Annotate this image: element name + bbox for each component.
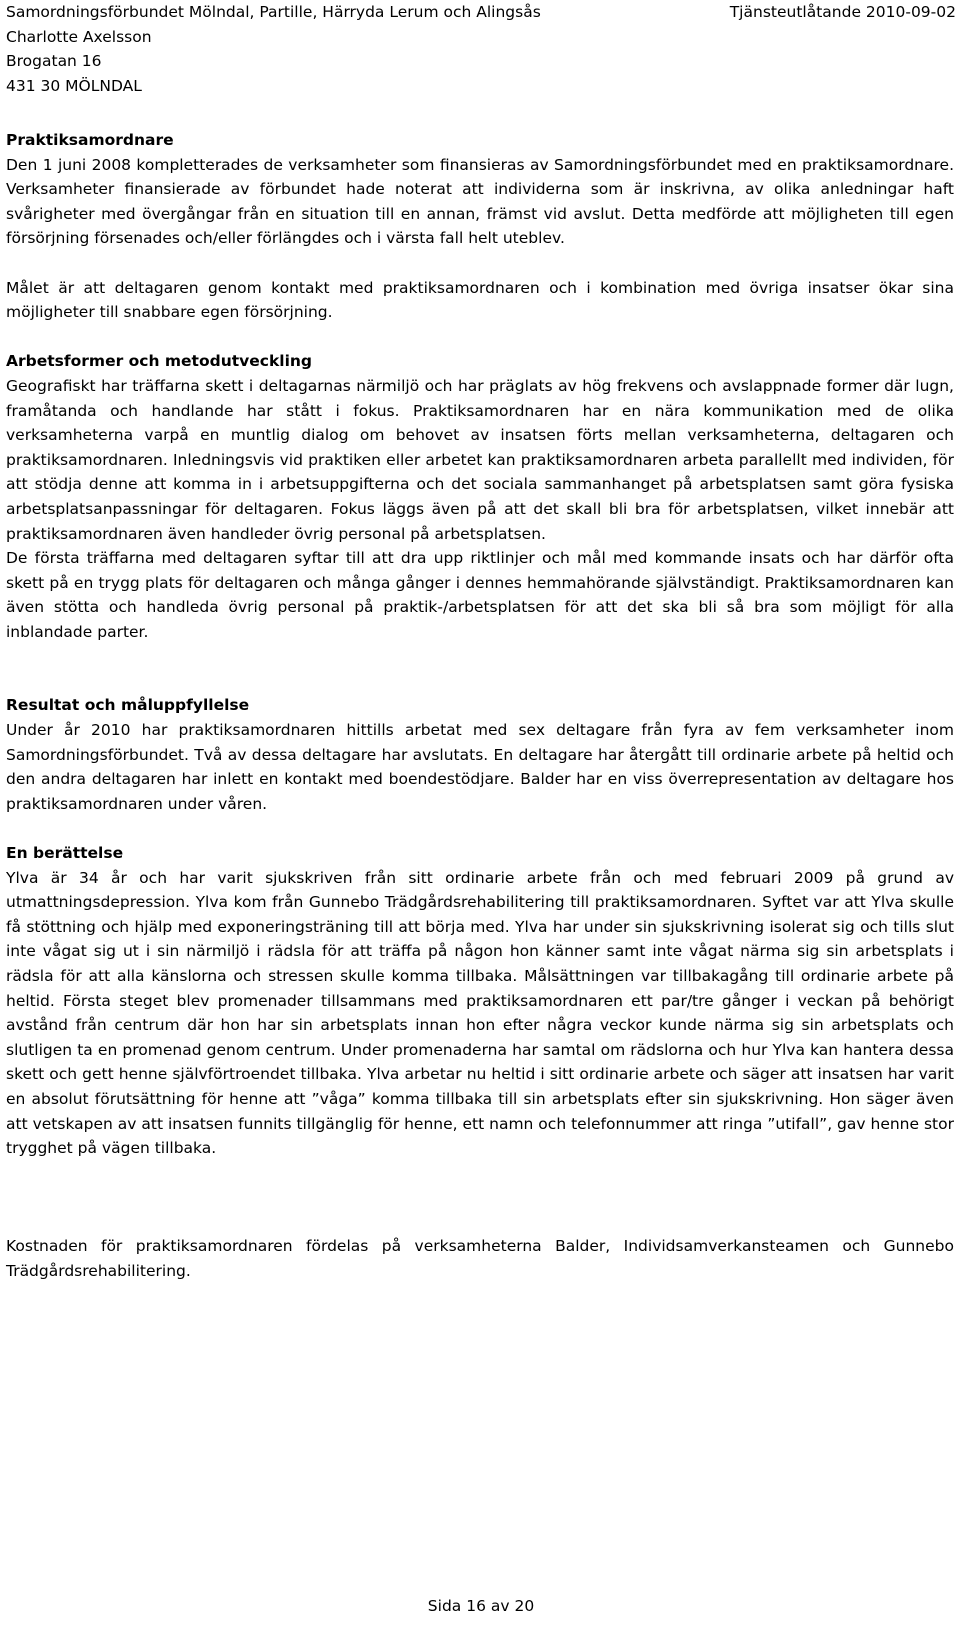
page-number: Sida 16 av 20	[427, 1597, 535, 1615]
postal-address: 431 30 MÖLNDAL	[6, 76, 142, 95]
paragraph-kostnad: Kostnaden för praktiksamordnaren fördelas på verksamheterna Balder, Individsamverkansteamen och Gunnebo Trädgårdsrehabilitering.	[6, 1237, 954, 1280]
organization-name: Samordningsförbundet Mölndal, Partille, Härryda Lerum och Alingsås	[6, 3, 541, 21]
document-type-date: Tjänsteutlåtande 2010-09-02	[729, 3, 956, 21]
section-title-resultat: Resultat och måluppfyllelse	[6, 696, 250, 715]
letterhead	[6, 0, 956, 98]
contact-name: Charlotte Axelsson	[6, 27, 152, 46]
section-title-arbetsformer: Arbetsformer och metodutveckling	[6, 352, 313, 371]
letterhead-top-row	[6, 0, 956, 25]
section-title-berattelse: En berättelse	[6, 844, 124, 863]
paragraph-praktik-goal: Målet är att deltagaren genom kontakt med praktiksamordnaren och i kombination med övriga insatser ökar sina möjligheter till snabbare egen försörjning.	[6, 278, 954, 322]
document-body	[6, 128, 954, 1284]
paragraph-berattelse: Ylva är 34 år och har varit sjukskriven från sitt ordinarie arbete från och med februari 2009 på grund av utmattningsdepression. Ylva kom från Gunnebo Trädgårdsrehabilitering till praktiksamordnaren. Syftet var att Ylva skulle få stöttning och hjälp med exponeringsträning till att börja med. Ylva har under sin sjukskrivning isolerat sig och tills slut inte vågat sig ut i sin närmiljö i rädsla för att träffa på någon hon känner samt inte vågat närma sig sin arbetsplats i rädsla för att alla känslorna och stressen skulle komma tillbaka. Målsättningen var tillbakagång till ordinarie arbete på heltid. Första steget blev promenader tillsammans med praktiksamordnaren ett par/tre gånger i veckan på behörigt avstånd från centrum där hon har sin arbetsplats innan hon efter några veckor kunde närma sig sin arbetsplats och slutligen ta en promenad genom centrum. Under promenaderna har samtal om rädslorna och hur Ylva kan hantera dessa skett och gett henne självförtroendet tillbaka. Ylva arbetar nu heltid i sitt ordinarie arbete och säger att insatsen har varit en absolut förutsättning för henne att ”våga” komma tillbaka till sin arbetsplats efter sin sjukskrivning. Hon säger även att vetskapen av att insatsen funnits tillgänglig för henne, ett namn och telefonnummer att ringa ”utifall”, gav henne stor trygghet på vägen tillbaka.	[6, 868, 954, 1158]
paragraph-arbetsformer-2: De första träffarna med deltagaren syftar till att dra upp riktlinjer och mål med kommande insats och har därför ofta skett på en trygg plats för deltagaren och många gånger i dennes hemmahörande självständigt. Praktiksamordnaren kan även stötta och handleda övrig personal på praktik-/arbetsplatsen för att det ska bli så bra som möjligt för alla inblandade parter.	[6, 549, 954, 641]
section-title-praktiksamordnare: Praktiksamordnare	[6, 131, 174, 149]
paragraph-resultat: Under år 2010 har praktiksamordnaren hittills arbetat med sex deltagare från fyra av fem verksamheter inom Samordningsförbundet. Två av dessa deltagare har avslutats. En deltagare har återgått till ordinarie arbete på heltid och den andra deltagaren har inlett en kontakt med boendestödjare. Balder har en viss överrepresentation av deltagare hos praktiksamordnaren under våren.	[6, 721, 954, 813]
paragraph-praktik-intro: Den 1 juni 2008 kompletterades de verksamheter som finansieras av Samordningsförbundet med en praktiksamordnare. Verksamheter finansierade av förbundet hade noterat att individerna som är inskrivna, av olika anledningar haft svårigheter med övergångar från en situation till en annan, främst vid avslut. Detta medförde att möjligheten till egen försörjning försenades och/eller förlängdes och i värsta fall helt uteblev.	[6, 155, 954, 248]
street-address: Brogatan 16	[6, 52, 102, 70]
paragraph-arbetsformer-1: Geografiskt har träffarna skett i deltagarnas närmiljö och har präglats av hög frekvens och avslappnade former där lugn, framåtanda och handlande har stått i fokus. Praktiksamordnaren har en nära kommunikation med de olika verksamheterna varpå en muntlig dialog om behovet av insatsen förts mellan verksamheterna, deltagaren och praktiksamordnaren. Inledningsvis vid praktiken eller arbetet kan praktiksamordnaren arbeta parallellt med individen, för att stödja denne att komma in i arbetsuppgifterna och det sociala sammanhanget på arbetsplatsen samt göra fysiska arbetsplatsanpassningar för deltagaren. Fokus läggs även på att det skall bli bra för arbetsplatsen, vilket innebär att praktiksamordnaren även handleder övrig personal på arbetsplatsen.	[6, 376, 954, 543]
document-page	[6, 0, 956, 1626]
